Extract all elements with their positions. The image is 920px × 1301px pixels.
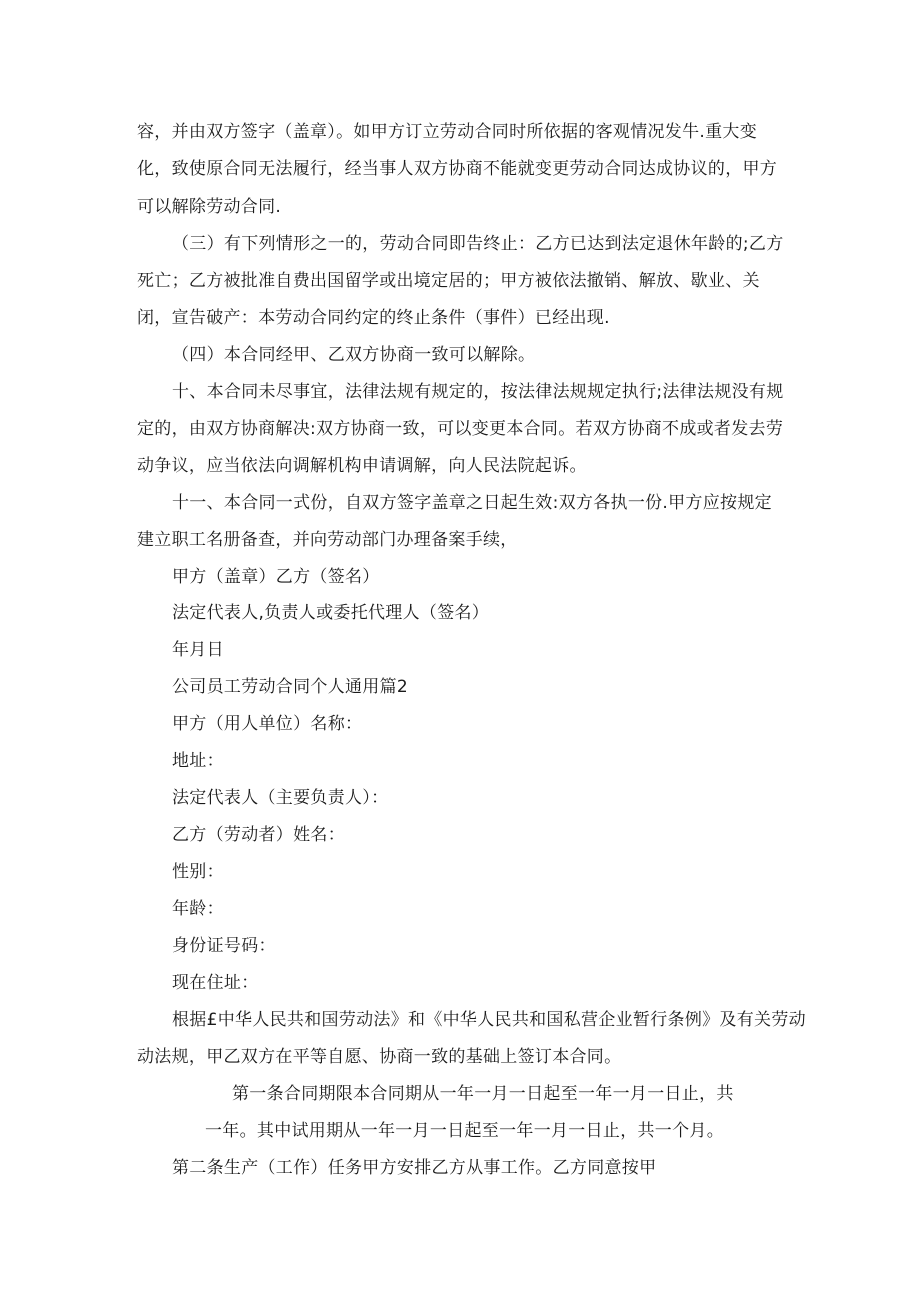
text-line: 死亡；乙方被批准自费出国留学或出境定居的；甲方被依法撤销、解放、歇业、关 bbox=[137, 271, 760, 291]
text-line: 十、本合同未尽事宜，法律法规有规定的，按法律法规规定执行;法律法规没有规 bbox=[172, 382, 784, 402]
text-line: 十一、本合同一式份，自双方签字盖章之日起生效:双方各执一份.甲方应按规定 bbox=[172, 493, 772, 513]
text-line: 动法规，甲乙双方在平等自愿、协商一致的基础上签订本合同。 bbox=[137, 1047, 622, 1067]
text-line: 闭，宣告破产：本劳动合同约定的终止条件（事件）已经出现. bbox=[137, 308, 610, 328]
form-field-label: 地址： bbox=[172, 751, 224, 771]
form-field-label: 性别： bbox=[172, 862, 224, 882]
date-line: 年月日 bbox=[172, 640, 224, 660]
form-field-label: 法定代表人（主要负责人）： bbox=[172, 788, 389, 808]
text-line: （四）本合同经甲、乙双方协商一致可以解除。 bbox=[172, 345, 536, 365]
form-field-label: 甲方（用人单位）名称： bbox=[172, 714, 363, 734]
text-line: 化，致使原合同无法履行，经当事人双方协商不能就变更劳动合同达成协议的，甲方 bbox=[137, 159, 778, 179]
text-line: 动争议，应当依法向调解机构申请调解，向人民法院起诉。 bbox=[137, 456, 587, 476]
form-field-label: 乙方（劳动者）姓名： bbox=[172, 825, 345, 845]
text-line: 容，并由双方签字（盖章）。如甲方订立劳动合同时所依据的客观情况发牛.重大变 bbox=[137, 122, 758, 142]
section-heading: 公司员工劳动合同个人通用篇2 bbox=[172, 677, 409, 697]
text-line: （三）有下列情形之一的，劳动合同即告终止：乙方已达到法定退休年龄的;乙方 bbox=[172, 234, 784, 254]
text-line: 根据£中华人民共和国劳动法》和《中华人民共和国私营企业暂行条例》及有关劳动 bbox=[172, 1010, 806, 1030]
text-line: 可以解除劳动合同. bbox=[137, 197, 282, 217]
form-field-label: 身份证号码： bbox=[172, 936, 276, 956]
signature-line: 法定代表人,负责人或委托代理人（签名） bbox=[172, 603, 490, 623]
text-line: 一年。其中试用期从一年一月一日起至一年一月一日止，共一个月。 bbox=[205, 1121, 724, 1141]
text-line: 第一条合同期限本合同期从一年一月一日起至一年一月一日止，共 bbox=[232, 1084, 734, 1104]
form-field-label: 年龄： bbox=[172, 899, 224, 919]
text-line: 定的，由双方协商解决:双方协商一致，可以变更本合同。若双方协商不成或者发去劳 bbox=[137, 419, 784, 439]
text-line: 建立职工名册备查，并向劳动部门办理备案手续， bbox=[137, 530, 518, 550]
text-line: 第二条生产（工作）任务甲方安排乙方从事工作。乙方同意按甲 bbox=[172, 1158, 657, 1178]
signature-line: 甲方（盖章）乙方（签名） bbox=[172, 567, 380, 587]
form-field-label: 现在住址： bbox=[172, 973, 259, 993]
